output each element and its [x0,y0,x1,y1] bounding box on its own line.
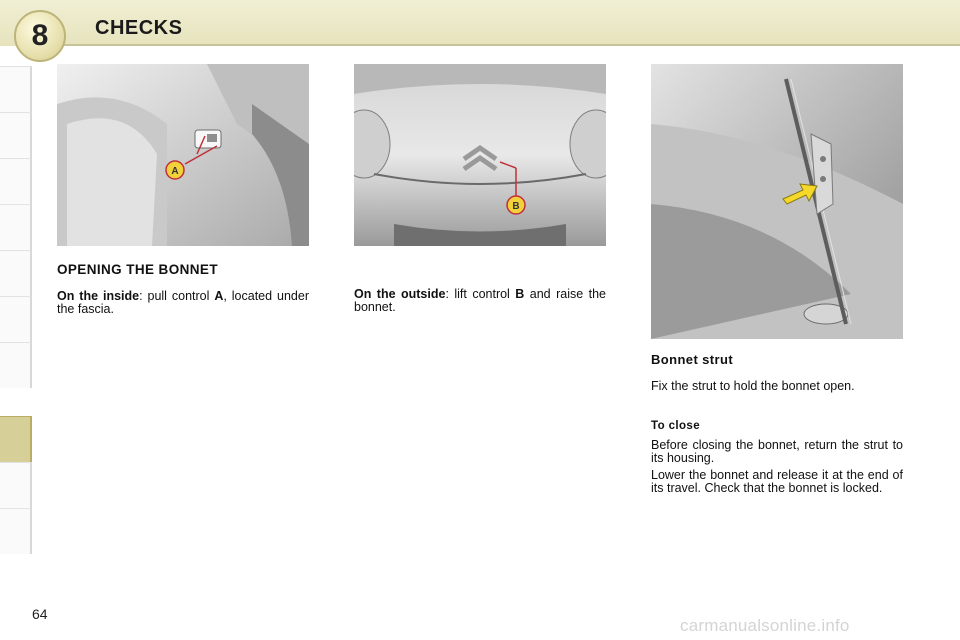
chapter-tab[interactable] [0,508,32,554]
to-close-heading: To close [651,420,700,432]
chapter-tab[interactable] [0,112,32,158]
outside-label: On the outside [354,287,446,301]
chapter-tab[interactable] [0,66,32,112]
chapter-badge [14,10,66,62]
chapter-tab[interactable] [0,296,32,342]
outside-instruction [354,288,606,314]
outside-control-ref: B [515,287,525,301]
close-instruction-1: Before closing the bonnet, return the strut to its housing. [651,438,903,465]
chapter-tab[interactable] [0,250,32,296]
chapter-tab[interactable] [0,462,32,508]
front-release-photo [354,64,606,246]
chapter-tab[interactable] [0,204,32,250]
inside-instruction [57,290,309,316]
page-number: 64 [32,606,48,622]
outside-text-2: and raise the bonnet. [354,287,606,314]
chapter-tab[interactable] [0,158,32,204]
chapter-tab-active[interactable] [0,416,32,462]
strut-heading: Bonnet strut [651,352,734,367]
strut-instruction: Fix the strut to hold the bonnet open. [651,379,855,393]
callout-b-letter: B [512,201,520,212]
header-rule [60,44,960,46]
inside-text-1: : pull control [139,289,215,303]
chapter-tab[interactable] [0,342,32,388]
interior-release-photo [57,64,309,246]
close-instruction-2: Lower the bonnet and release it at the end of its travel. Check that the bonnet is locked. [651,468,903,495]
inside-label: On the inside [57,289,140,303]
section-heading: OPENING THE BONNET [57,262,218,277]
chapter-tabs [0,66,34,576]
outside-text-1: : lift control [445,287,516,301]
callout-a-letter: A [171,166,179,177]
inside-control-ref: A [214,289,224,303]
watermark: carmanualsonline.info [680,616,850,635]
chapter-number: 8 [31,19,49,52]
inside-text-2: , located under the fascia. [57,289,309,316]
bonnet-strut-photo [651,64,903,339]
page-title: CHECKS [95,17,183,39]
